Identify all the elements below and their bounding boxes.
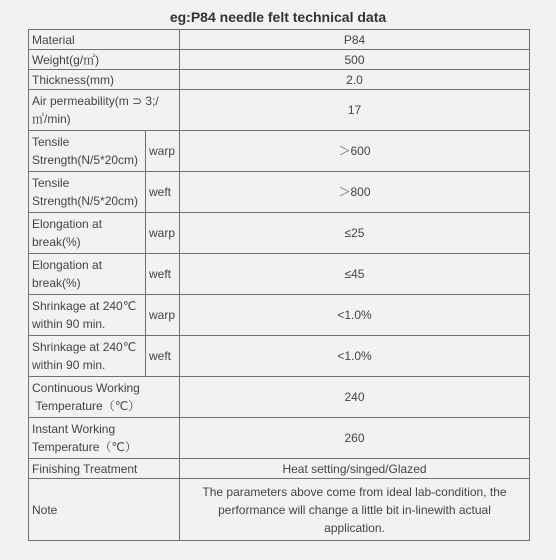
row-label-line: within 90 min.	[32, 358, 106, 372]
table-row-tensile-warp	[29, 131, 530, 172]
note-line: application.	[324, 520, 385, 535]
row-value: ≤45	[180, 254, 530, 295]
row-label-line: Strength(N/5*20cm)	[32, 194, 139, 208]
row-label	[29, 131, 146, 172]
row-direction: weft	[146, 172, 180, 213]
row-label-line: Tensile	[32, 135, 70, 149]
row-value: ＞800	[180, 172, 530, 213]
row-label-line: break(%)	[32, 276, 81, 290]
table-row-elongation-warp	[29, 213, 530, 254]
row-value: Heat setting/singed/Glazed	[180, 459, 530, 479]
row-label	[29, 213, 146, 254]
row-label-line: Temperature（℃）	[32, 440, 137, 454]
table-row-instant-temperature	[29, 418, 530, 459]
row-direction: warp	[146, 131, 180, 172]
page-title: eg:P84 needle felt technical data	[169, 9, 387, 25]
table-row-material	[29, 30, 530, 50]
row-label-line: Instant Working	[32, 422, 116, 436]
table-row-shrinkage-weft	[29, 336, 530, 377]
row-value: 2.0	[180, 70, 530, 90]
row-label: Weight(g/㎡)	[29, 50, 180, 70]
table-row-weight	[29, 50, 530, 70]
row-label: Note	[29, 479, 180, 541]
row-label-line: Elongation at	[32, 258, 103, 272]
row-value: ＞600	[180, 131, 530, 172]
row-label-line: Air permeability(m ⊃ 3;/	[32, 94, 159, 108]
table-row-finishing-treatment	[29, 459, 530, 479]
row-value: <1.0%	[180, 336, 530, 377]
row-label-line: within 90 min.	[32, 317, 106, 331]
row-label	[29, 377, 180, 418]
row-value: 240	[180, 377, 530, 418]
table-row-air-permeability	[29, 90, 530, 131]
row-label	[29, 336, 146, 377]
row-label-line: Elongation at	[32, 217, 103, 231]
row-label	[29, 254, 146, 295]
note-line: performance will change a little bit in-linewith actual	[218, 502, 491, 517]
row-label	[29, 418, 180, 459]
row-label-line: Strength(N/5*20cm)	[32, 153, 139, 167]
row-label-line: Tensile	[32, 176, 70, 190]
table-row-note	[29, 479, 530, 541]
row-label: Finishing Treatment	[29, 459, 180, 479]
row-label-line: Temperature（℃）	[32, 399, 141, 413]
table-row-thickness	[29, 70, 530, 90]
row-label: Material	[29, 30, 180, 50]
row-label-line: Shrinkage at 240℃	[32, 299, 137, 313]
row-direction: warp	[146, 213, 180, 254]
row-label	[29, 295, 146, 336]
row-value: ≤25	[180, 213, 530, 254]
row-direction: weft	[146, 254, 180, 295]
row-label-line: Shrinkage at 240℃	[32, 340, 137, 354]
table-row-continuous-temperature	[29, 377, 530, 418]
row-value: 500	[180, 50, 530, 70]
row-label-line: Continuous Working	[32, 381, 140, 395]
row-label-line: ㎡/min)	[32, 112, 71, 126]
row-value: P84	[180, 30, 530, 50]
row-label	[29, 172, 146, 213]
table-row-shrinkage-warp	[29, 295, 530, 336]
row-direction: warp	[146, 295, 180, 336]
row-value	[180, 479, 530, 541]
note-line: The parameters above come from ideal lab-condition, the	[202, 484, 507, 499]
row-label	[29, 90, 180, 131]
table-row-elongation-weft	[29, 254, 530, 295]
row-direction: weft	[146, 336, 180, 377]
row-value: <1.0%	[180, 295, 530, 336]
technical-data-table	[28, 29, 530, 541]
row-label-line: break(%)	[32, 235, 81, 249]
row-label: Thickness(mm)	[29, 70, 180, 90]
table-row-tensile-weft	[29, 172, 530, 213]
row-value: 17	[180, 90, 530, 131]
row-value: 260	[180, 418, 530, 459]
